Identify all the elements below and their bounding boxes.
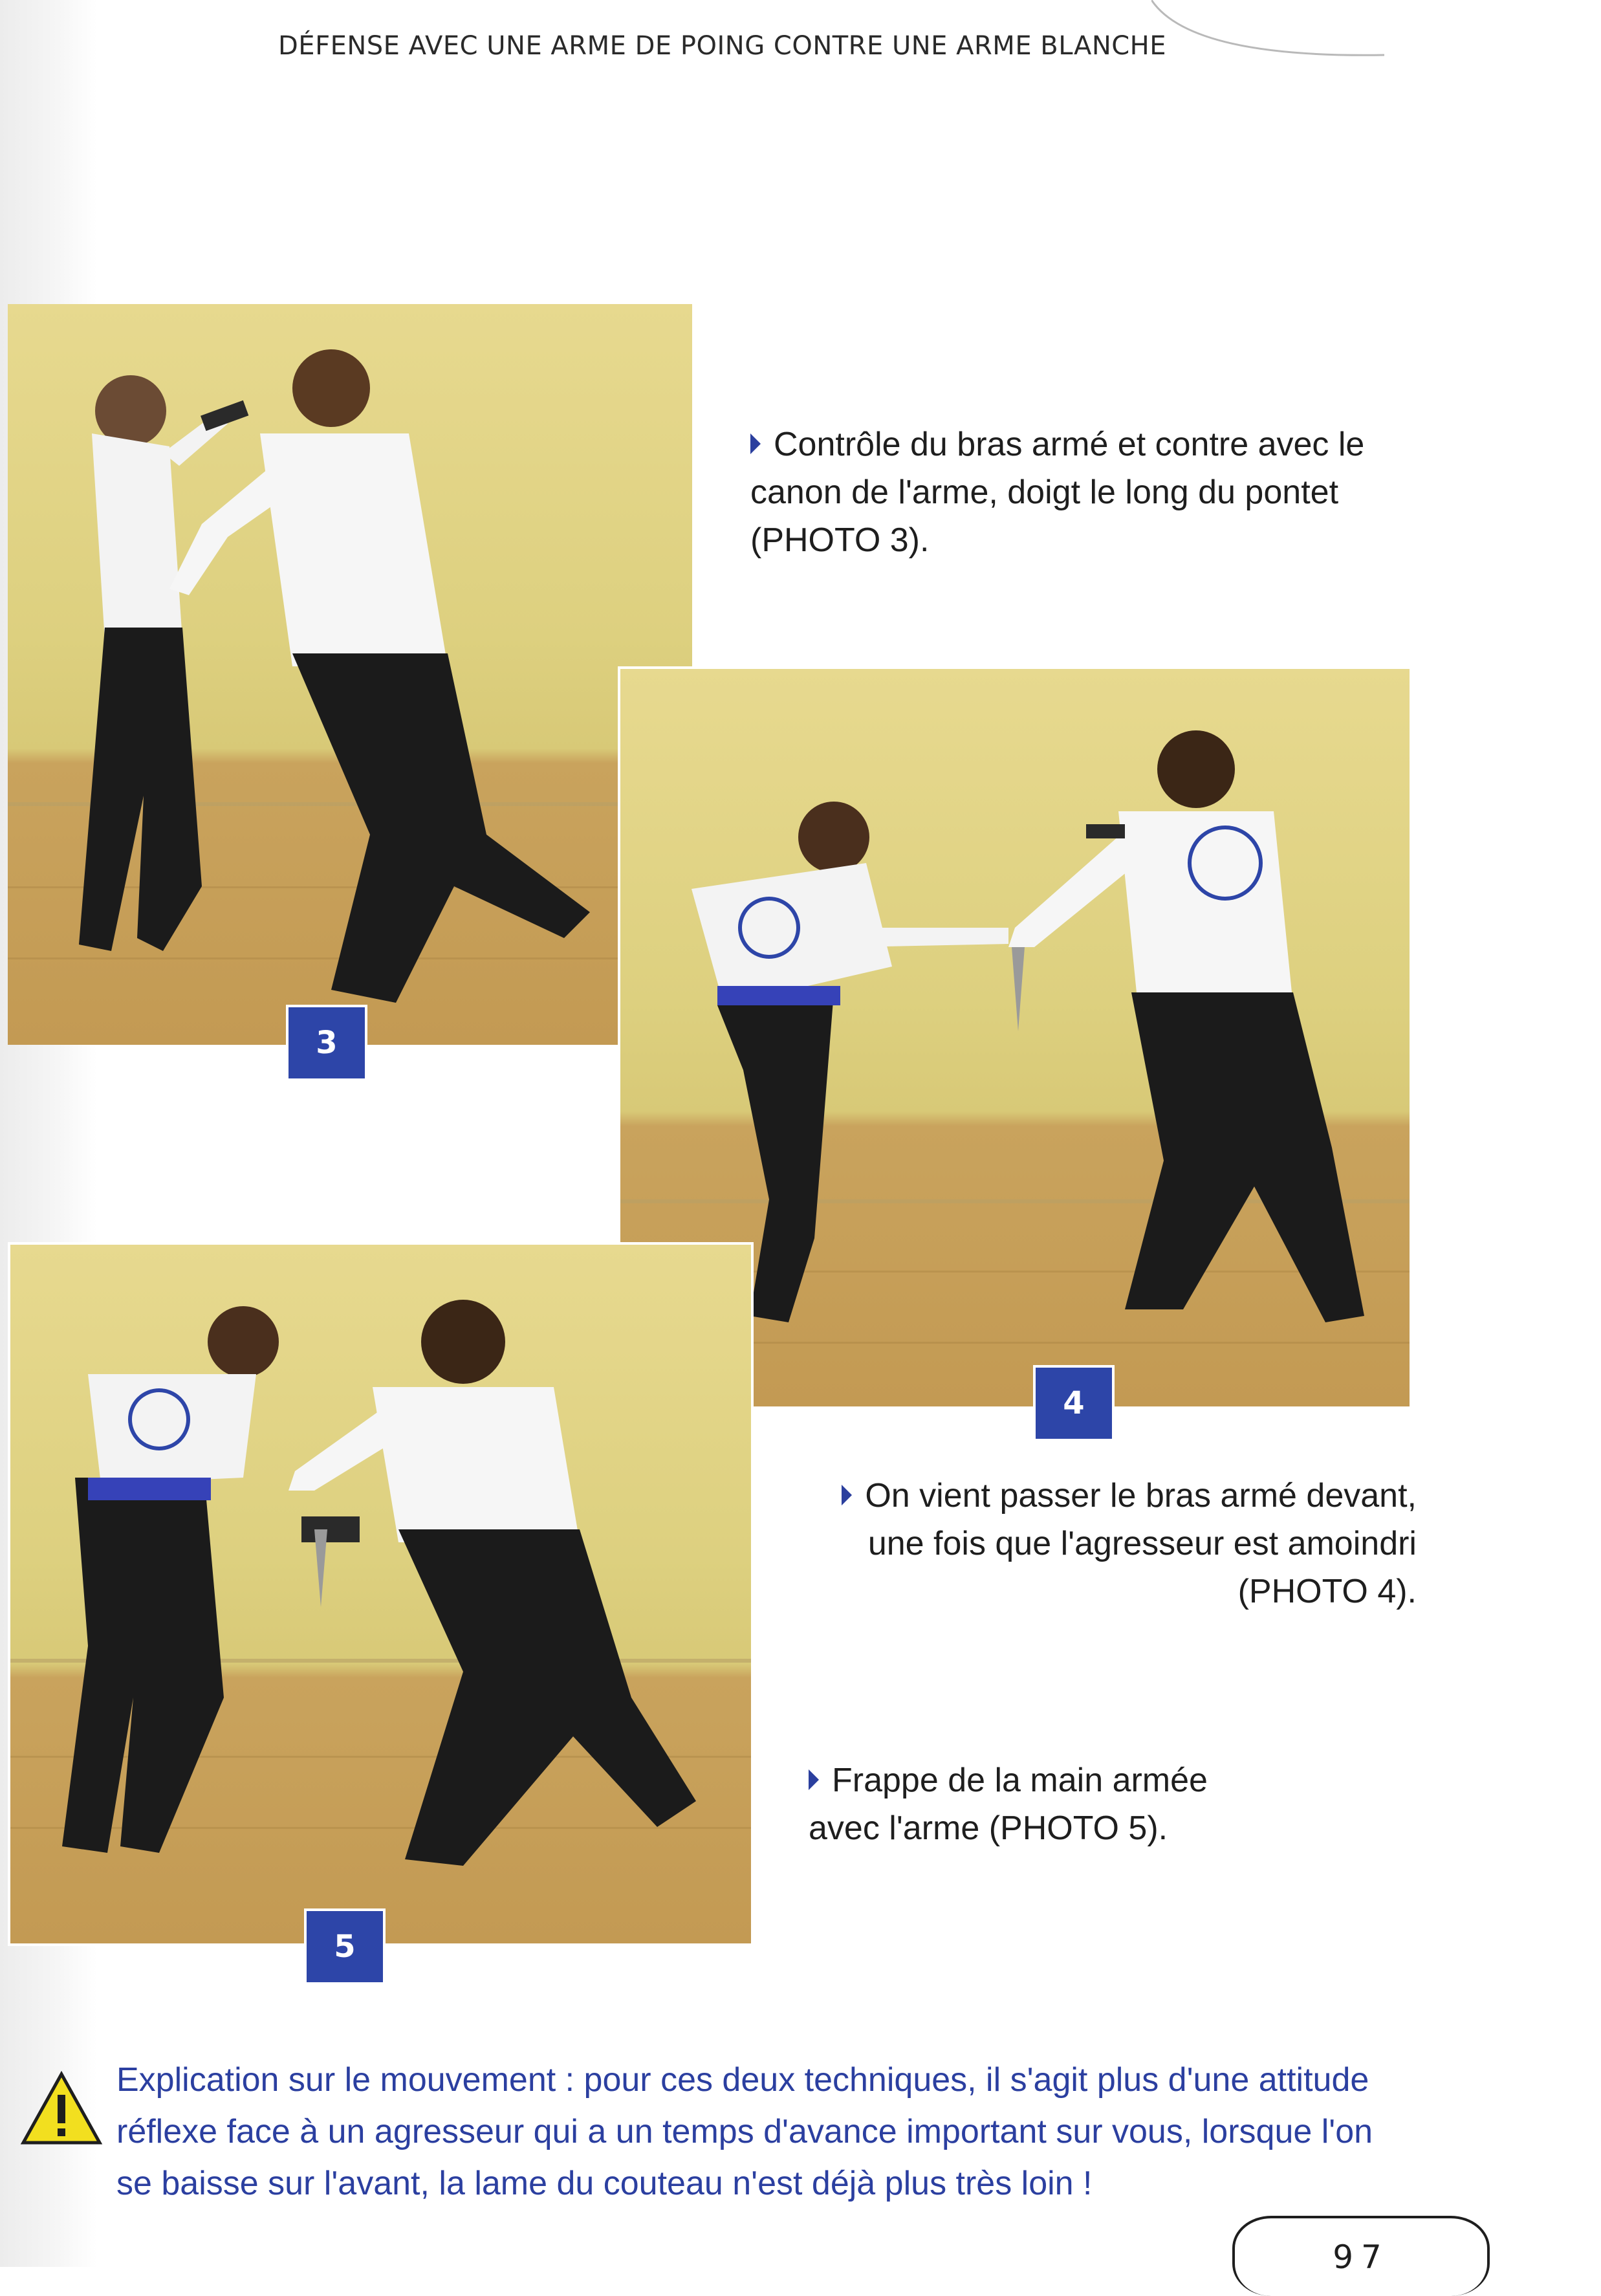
caption-photo-3-text: Contrôle du bras armé et contre avec le canon de l'arme, doigt le long du pontet (PHOTO 3).: [750, 426, 1365, 559]
bullet-icon: [750, 433, 761, 454]
running-head: DÉFENSE AVEC UNE ARME DE POING CONTRE UNE ARME BLANCHE: [278, 31, 1167, 61]
caption-photo-3: [750, 421, 1423, 564]
decorative-corner-curve: [1151, 0, 1384, 71]
photo-4-number-badge: 4: [1033, 1365, 1115, 1441]
caption-photo-4: [802, 1472, 1417, 1615]
photo-3: [8, 304, 692, 1045]
photo-5: [8, 1242, 754, 1946]
page-number: 97: [1232, 2216, 1490, 2296]
bullet-icon: [809, 1769, 819, 1790]
caption-photo-4-text: On vient passer le bras armé devant, une fois que l'agresseur est amoindri (PHOTO 4).: [865, 1477, 1417, 1610]
caption-photo-5: [809, 1756, 1261, 1852]
photo-5-figures: [10, 1245, 751, 1943]
ghost-heading-bleed: [712, 304, 1514, 414]
movement-explanation-note: Explication sur le mouvement : pour ces deux techniques, il s'agit plus d'une attitude réflexe face à un agresseur qui a un temps d'avance important sur vous, lorsque l'on se baisse sur l'avant, la lame du couteau n'est déjà plus très loin !: [116, 2061, 1373, 2202]
photo-3-number-badge: 3: [286, 1005, 367, 1081]
bullet-icon: [842, 1485, 852, 1505]
caption-photo-5-text: Frappe de la main armée avec l'arme (PHOTO 5).: [809, 1762, 1208, 1847]
photo-3-figures: [8, 304, 692, 1045]
photo-5-number-badge: 5: [304, 1908, 386, 1985]
warning-icon: [19, 2070, 103, 2148]
